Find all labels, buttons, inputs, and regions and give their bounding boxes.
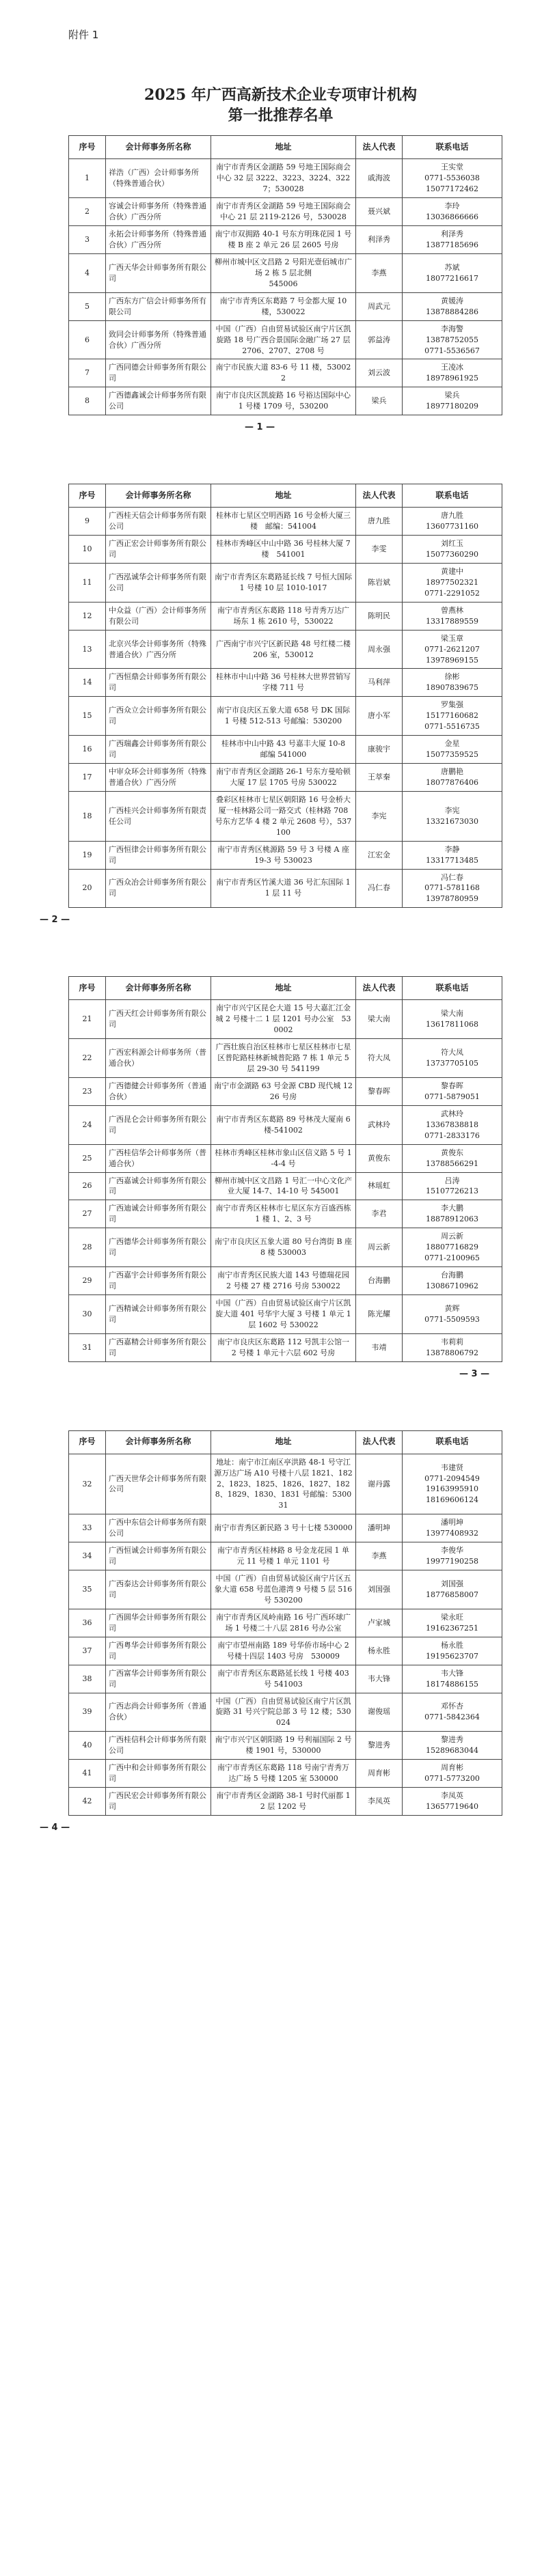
cell-no: 35: [69, 1570, 106, 1609]
cell-rep: 李雯: [356, 536, 403, 564]
cell-firm: 祥浩（广西）会计师事务所（特殊普通合伙）: [106, 159, 211, 198]
column-header-tel: 联系电话: [403, 484, 502, 508]
column-header-firm: 会计师事务所名称: [106, 136, 211, 159]
cell-tel: 刘国强 18776858007: [403, 1570, 502, 1609]
column-header-rep: 法人代表: [356, 977, 403, 1000]
cell-address: 南宁市青秀区新民路 3 号十七楼 530000: [211, 1514, 356, 1542]
cell-firm: 广西德华会计师事务所有限公司: [106, 1228, 211, 1267]
column-header-address: 地址: [211, 1430, 356, 1454]
recommendation-table: [68, 1430, 502, 1816]
cell-no: 18: [69, 791, 106, 841]
cell-rep: 李燕: [356, 1542, 403, 1570]
table-row: [69, 1609, 502, 1637]
title-line-1: 2025 年广西高新技术企业专项审计机构: [144, 86, 417, 104]
table-row: [69, 1732, 502, 1760]
cell-firm: 广西正宏会计师事务所有限公司: [106, 536, 211, 564]
table-row: [69, 1105, 502, 1144]
cell-address: 南宁市青秀区桂林路 8 号金龙花园 1 单元 11 号楼 1 单元 1101 号: [211, 1542, 356, 1570]
table-row: [69, 1200, 502, 1228]
column-header-rep: 法人代表: [356, 136, 403, 159]
cell-no: 9: [69, 508, 106, 536]
column-header-no: 序号: [69, 484, 106, 508]
table-row: [69, 1542, 502, 1570]
cell-tel: 武林玲 13367838818 0771-2833176: [403, 1105, 502, 1144]
cell-rep: 谢俊瑶: [356, 1693, 403, 1732]
cell-tel: 周云新 18807716829 0771-2100965: [403, 1228, 502, 1267]
table-row: [69, 563, 502, 602]
cell-rep: 韦靖: [356, 1333, 403, 1361]
page-number: — 2 —: [40, 915, 70, 926]
cell-rep: 谢丹露: [356, 1454, 403, 1514]
cell-rep: 周武元: [356, 292, 403, 320]
cell-address: 柳州市城中区文昌路 1 号汇一中心文化产业大厦 14-7、14-10 号 545001: [211, 1172, 356, 1200]
cell-tel: 韦建贤 0771-2094549 19163995910 18169606124: [403, 1454, 502, 1514]
cell-no: 23: [69, 1077, 106, 1105]
cell-tel: 曾燕林 13317889559: [403, 602, 502, 630]
cell-address: 南宁市良庆区五象大道 658 号 DK 国际 1 号楼 512-513 号邮编：530200: [211, 697, 356, 736]
cell-tel: 周育彬 0771-5773200: [403, 1760, 502, 1788]
cell-address: 南宁市双拥路 40-1 号东方明珠花园 1 号楼 B 座 2 单元 26 层 2605 号房: [211, 226, 356, 254]
cell-rep: 梁兵: [356, 387, 403, 415]
cell-rep: 梁大南: [356, 1000, 403, 1039]
cell-no: 19: [69, 841, 106, 869]
attachment-label: 附件 1: [68, 29, 99, 41]
cell-address: 中国（广西）自由贸易试验区南宁片区五象大道 658 号蓝色港湾 9 号楼 5 层 516 号 530200: [211, 1570, 356, 1609]
cell-no: 39: [69, 1693, 106, 1732]
cell-rep: 李君: [356, 1200, 403, 1228]
table-row: [69, 320, 502, 359]
cell-tel: 刘红玉 15077360290: [403, 536, 502, 564]
cell-no: 28: [69, 1228, 106, 1267]
cell-address: 桂林市七星区空明西路 16 号金桥大厦三楼 邮编：541004: [211, 508, 356, 536]
page-number-marker: [0, 1362, 542, 1389]
table-row: [69, 359, 502, 387]
page-number: — 3 —: [459, 1368, 490, 1379]
cell-tel: 王凌冰 18978961925: [403, 359, 502, 387]
cell-rep: 冯仁春: [356, 869, 403, 908]
cell-rep: 陈明民: [356, 602, 403, 630]
cell-no: 37: [69, 1637, 106, 1665]
cell-address: 南宁市青秀区金湖路 38-1 号时代丽都 12 层 1202 号: [211, 1788, 356, 1816]
cell-firm: 广西瑞鑫会计师事务所有限公司: [106, 736, 211, 764]
cell-tel: 李海警 13878752055 0771-5536567: [403, 320, 502, 359]
cell-firm: 广西德鑫诚会计师事务所有限公司: [106, 387, 211, 415]
cell-rep: 戚海波: [356, 159, 403, 198]
cell-rep: 王萃秦: [356, 764, 403, 792]
cell-firm: 致同会计师事务所（特殊普通合伙）广西分所: [106, 320, 211, 359]
cell-rep: 周永强: [356, 630, 403, 669]
cell-tel: 黄辉 0771-5509593: [403, 1294, 502, 1333]
cell-address: 南宁市兴宁区朝阳路 19 号利福国际 2 号楼 1901 号，530000: [211, 1732, 356, 1760]
cell-no: 21: [69, 1000, 106, 1039]
table-row: [69, 1144, 502, 1172]
column-header-tel: 联系电话: [403, 1430, 502, 1454]
cell-tel: 李俊华 19977190258: [403, 1542, 502, 1570]
table-row: [69, 1333, 502, 1361]
cell-tel: 金星 15077359525: [403, 736, 502, 764]
cell-tel: 李凤英 13657719640: [403, 1788, 502, 1816]
cell-rep: 陈光耀: [356, 1294, 403, 1333]
table-sections: [0, 135, 542, 1843]
cell-firm: 广西中和会计师事务所有限公司: [106, 1760, 211, 1788]
cell-no: 32: [69, 1454, 106, 1514]
table-row: [69, 841, 502, 869]
table-header-row: [69, 977, 502, 1000]
column-header-tel: 联系电话: [403, 977, 502, 1000]
cell-firm: 广西天红会计师事务所有限公司: [106, 1000, 211, 1039]
table-row: [69, 602, 502, 630]
table-row: [69, 697, 502, 736]
cell-firm: 广西桂兴会计师事务所有限责任公司: [106, 791, 211, 841]
cell-tel: 黄建中 18977502321 0771-2291052: [403, 563, 502, 602]
cell-no: 36: [69, 1609, 106, 1637]
cell-tel: 韦大锋 18174886155: [403, 1665, 502, 1693]
recommendation-table: [68, 484, 502, 908]
cell-address: 南宁市青秀区东葛路 118 号南宁青秀万达广场 5 号楼 1205 室 530000: [211, 1760, 356, 1788]
cell-no: 12: [69, 602, 106, 630]
column-header-firm: 会计师事务所名称: [106, 484, 211, 508]
cell-rep: 黄俊东: [356, 1144, 403, 1172]
page-number: — 1 —: [245, 422, 275, 433]
cell-tel: 王实堂 0771-5536038 15077172462: [403, 159, 502, 198]
cell-firm: 广西桂天信会计师事务所有限公司: [106, 508, 211, 536]
cell-firm: 广西恒诚会计师事务所有限公司: [106, 1542, 211, 1570]
table-row: [69, 1570, 502, 1609]
cell-firm: 广西恒律会计师事务所有限公司: [106, 841, 211, 869]
cell-no: 6: [69, 320, 106, 359]
cell-tel: 李玲 13036866666: [403, 198, 502, 226]
cell-firm: 广西东方广信会计师事务所有限公司: [106, 292, 211, 320]
cell-no: 30: [69, 1294, 106, 1333]
column-header-rep: 法人代表: [356, 1430, 403, 1454]
cell-no: 5: [69, 292, 106, 320]
document-title: [0, 0, 542, 126]
cell-firm: 广西天华会计师事务所有限公司: [106, 253, 211, 292]
cell-rep: 黎春晖: [356, 1077, 403, 1105]
cell-address: 南宁市青秀区凤岭南路 16 号广西环球广场 1 号楼二十八层 2816 号办公室: [211, 1609, 356, 1637]
table-row: [69, 1514, 502, 1542]
cell-rep: 利泽秀: [356, 226, 403, 254]
column-header-address: 地址: [211, 484, 356, 508]
cell-tel: 唐鹏艳 18077876406: [403, 764, 502, 792]
cell-no: 22: [69, 1039, 106, 1078]
cell-address: 广西壮族自治区桂林市七星区桂林市七星区普陀路桂林新城普陀路 7 栋 1 单元 5 层 29-30 号 541199: [211, 1039, 356, 1078]
cell-address: 南宁市金湖路 63 号金源 CBD 现代城 1226 号房: [211, 1077, 356, 1105]
cell-rep: 聂兴斌: [356, 198, 403, 226]
cell-tel: 邓怀杏 0771-5842364: [403, 1693, 502, 1732]
table-row: [69, 1454, 502, 1514]
cell-firm: 广西民宏会计师事务所有限公司: [106, 1788, 211, 1816]
table-row: [69, 1665, 502, 1693]
table-row: [69, 159, 502, 198]
cell-tel: 李宪 13321673030: [403, 791, 502, 841]
table-row: [69, 292, 502, 320]
cell-firm: 中审众环会计师事务所（特殊普通合伙）广西分所: [106, 764, 211, 792]
cell-no: 34: [69, 1542, 106, 1570]
cell-address: 桂林市中山中路 43 号嘉丰大厦 10-8 邮编 541000: [211, 736, 356, 764]
table-row: [69, 736, 502, 764]
cell-rep: 马利萍: [356, 669, 403, 697]
cell-firm: 广西富华会计师事务所有限公司: [106, 1665, 211, 1693]
cell-rep: 李凤英: [356, 1788, 403, 1816]
cell-no: 10: [69, 536, 106, 564]
table-row: [69, 1039, 502, 1078]
cell-rep: 李燕: [356, 253, 403, 292]
cell-rep: 黎进秀: [356, 1732, 403, 1760]
table-row: [69, 1760, 502, 1788]
cell-rep: 江宏金: [356, 841, 403, 869]
cell-rep: 刘国强: [356, 1570, 403, 1609]
cell-tel: 杨永胜 19195623707: [403, 1637, 502, 1665]
cell-rep: 康骏宇: [356, 736, 403, 764]
cell-firm: 广西桂信科会计师事务所有限公司: [106, 1732, 211, 1760]
cell-tel: 冯仁春 0771-5781168 13978780959: [403, 869, 502, 908]
cell-tel: 梁兵 18977180209: [403, 387, 502, 415]
table-row: [69, 198, 502, 226]
column-header-firm: 会计师事务所名称: [106, 977, 211, 1000]
cell-address: 南宁市兴宁区昆仑大道 15 号大嘉汇江金城 2 号楼十二 1 层 1201 号办公室 530002: [211, 1000, 356, 1039]
cell-rep: 周云新: [356, 1228, 403, 1267]
cell-tel: 李大鹏 18878912063: [403, 1200, 502, 1228]
cell-tel: 罗集强 15177160682 0771-5516735: [403, 697, 502, 736]
cell-firm: 广西嘉精会计师事务所有限公司: [106, 1333, 211, 1361]
cell-no: 42: [69, 1788, 106, 1816]
table-row: [69, 869, 502, 908]
cell-firm: 广西泰达会计师事务所有限公司: [106, 1570, 211, 1609]
cell-tel: 唐九胜 13607731160: [403, 508, 502, 536]
table-row: [69, 226, 502, 254]
table-row: [69, 630, 502, 669]
cell-firm: 广西泓诚华会计师事务所有限公司: [106, 563, 211, 602]
cell-address: 南宁市青秀区东葛路延长线 1 号楼 403 号 541003: [211, 1665, 356, 1693]
cell-tel: 苏斌 18077216617: [403, 253, 502, 292]
cell-no: 29: [69, 1267, 106, 1295]
cell-rep: 刘云波: [356, 359, 403, 387]
table-row: [69, 253, 502, 292]
cell-tel: 黄俊东 13788566291: [403, 1144, 502, 1172]
cell-tel: 黄媛涛 13878884286: [403, 292, 502, 320]
cell-firm: 中众益（广西）会计师事务所有限公司: [106, 602, 211, 630]
cell-rep: 林瑶虹: [356, 1172, 403, 1200]
table-row: [69, 764, 502, 792]
cell-no: 27: [69, 1200, 106, 1228]
cell-tel: 符大凤 13737705105: [403, 1039, 502, 1078]
cell-firm: 容诚会计师事务所（特殊普通合伙）广西分所: [106, 198, 211, 226]
cell-address: 南宁市青秀区金湖路 59 号地王国际商会中心 32 层 3222、3223、3224、3227；530028: [211, 159, 356, 198]
cell-address: 桂林市秀峰区桂林市象山区信义路 5 号 1-4-4 号: [211, 1144, 356, 1172]
cell-tel: 黎进秀 15289683044: [403, 1732, 502, 1760]
cell-no: 40: [69, 1732, 106, 1760]
table-row: [69, 536, 502, 564]
recommendation-table: [68, 976, 502, 1361]
cell-address: 南宁市青秀区民族大道 143 号德瑞花园 2 号楼 27 楼 2716 号房 530022: [211, 1267, 356, 1295]
cell-address: 南宁市青秀区东葛路 89 号林茂大厦南 6 楼-541002: [211, 1105, 356, 1144]
column-header-address: 地址: [211, 136, 356, 159]
table-row: [69, 1637, 502, 1665]
cell-firm: 广西桂信华会计师事务所（普通合伙）: [106, 1144, 211, 1172]
cell-no: 24: [69, 1105, 106, 1144]
cell-address: 南宁市青秀区桂林市七星区东方百盛西栋 1 楼 1、2、3 号: [211, 1200, 356, 1228]
cell-tel: 梁玉章 0771-2621207 13978969155: [403, 630, 502, 669]
cell-address: 南宁市良庆区凯旋路 16 号裕达国际中心 1 号楼 1709 号，530200: [211, 387, 356, 415]
cell-address: 中国（广西）自由贸易试验区南宁片区凯旋路 31 号兴宁院总部 3 号 12 楼；530024: [211, 1693, 356, 1732]
cell-no: 17: [69, 764, 106, 792]
cell-firm: 广西嘉宇会计师事务所有限公司: [106, 1267, 211, 1295]
cell-address: 叠彩区桂林市七星区朝阳路 16 号金桥大厦一桂林路公司一路交式（桂林路 708 号东方艺华 4 楼 2 单元 2608 号），537100: [211, 791, 356, 841]
table-row: [69, 1267, 502, 1295]
cell-no: 20: [69, 869, 106, 908]
cell-address: 南宁市青秀区桃源路 59 号 3 号楼 A 座 19-3 号 530023: [211, 841, 356, 869]
cell-no: 11: [69, 563, 106, 602]
cell-firm: 广西精诚会计师事务所有限公司: [106, 1294, 211, 1333]
cell-tel: 梁永旺 19162367251: [403, 1609, 502, 1637]
table-row: [69, 508, 502, 536]
cell-rep: 唐小军: [356, 697, 403, 736]
cell-firm: 广西德健会计师事务所（普通合伙）: [106, 1077, 211, 1105]
cell-rep: 台海鹏: [356, 1267, 403, 1295]
recommendation-table: [68, 135, 502, 415]
table-row: [69, 669, 502, 697]
column-header-tel: 联系电话: [403, 136, 502, 159]
cell-no: 14: [69, 669, 106, 697]
cell-no: 8: [69, 387, 106, 415]
cell-rep: 卢家城: [356, 1609, 403, 1637]
cell-firm: 广西宏科源会计师事务所（普通合伙）: [106, 1039, 211, 1078]
cell-tel: 利泽秀 13877185696: [403, 226, 502, 254]
cell-firm: 广西粤华会计师事务所有限公司: [106, 1637, 211, 1665]
cell-tel: 吕涛 15107726213: [403, 1172, 502, 1200]
cell-firm: 广西嘉诚会计师事务所有限公司: [106, 1172, 211, 1200]
cell-address: 南宁市青秀区金湖路 26-1 号东方曼哈顿大厦 17 层 1705 号房 530022: [211, 764, 356, 792]
cell-rep: 陈岩斌: [356, 563, 403, 602]
cell-rep: 杨永胜: [356, 1637, 403, 1665]
column-header-no: 序号: [69, 1430, 106, 1454]
table-row: [69, 1228, 502, 1267]
cell-firm: 广西昆仑会计师事务所有限公司: [106, 1105, 211, 1144]
cell-no: 33: [69, 1514, 106, 1542]
cell-no: 16: [69, 736, 106, 764]
column-header-no: 序号: [69, 136, 106, 159]
cell-rep: 李宪: [356, 791, 403, 841]
cell-address: 南宁市良庆区东葛路 112 号凯丰公馆一 2 号楼 1 单元十六层 602 号房: [211, 1333, 356, 1361]
cell-tel: 梁大南 13617811068: [403, 1000, 502, 1039]
cell-address: 地址：南宁市江南区亭洪路 48-1 号守江源万达广场 A10 号楼十八层 1821、1822、1823、1825、1826、1827、1828、1829、1830、1831 号邮编：530031: [211, 1454, 356, 1514]
table-header-row: [69, 136, 502, 159]
cell-firm: 永拓会计师事务所（特殊普通合伙）广西分所: [106, 226, 211, 254]
table-row: [69, 1294, 502, 1333]
cell-address: 南宁市青秀区东葛路延长线 7 号恒大国际 1 号楼 10 层 1010-1017: [211, 563, 356, 602]
page-number-marker: [0, 908, 542, 935]
cell-tel: 李静 13317713485: [403, 841, 502, 869]
column-header-rep: 法人代表: [356, 484, 403, 508]
cell-address: 广西南宁市兴宁区新民路 48 号红楼二楼 206 室，530012: [211, 630, 356, 669]
cell-tel: 徐彬 18907839675: [403, 669, 502, 697]
column-header-no: 序号: [69, 977, 106, 1000]
cell-tel: 韦莉莉 13878806792: [403, 1333, 502, 1361]
page-number-marker: [0, 415, 542, 443]
cell-address: 柳州市城中区文昌路 2 号阳光壹佰城市广场 2 栋 5 层北侧 545006: [211, 253, 356, 292]
cell-rep: 潘明坤: [356, 1514, 403, 1542]
cell-firm: 广西同德会计师事务所有限公司: [106, 359, 211, 387]
cell-no: 25: [69, 1144, 106, 1172]
column-header-address: 地址: [211, 977, 356, 1000]
cell-no: 31: [69, 1333, 106, 1361]
cell-firm: 广西志尚会计师事务所（普通合伙）: [106, 1693, 211, 1732]
title-line-2: 第一批推荐名单: [228, 106, 334, 124]
cell-tel: 潘明坤 13977408932: [403, 1514, 502, 1542]
cell-address: 南宁市青秀区东葛路 7 号金都大厦 10 楼，530022: [211, 292, 356, 320]
cell-firm: 广西众立会计师事务所有限公司: [106, 697, 211, 736]
cell-no: 1: [69, 159, 106, 198]
table-row: [69, 1788, 502, 1816]
page-number-marker: [0, 1816, 542, 1843]
column-header-firm: 会计师事务所名称: [106, 1430, 211, 1454]
cell-no: 3: [69, 226, 106, 254]
cell-address: 中国（广西）自由贸易试验区南宁片区凯旋路 18 号广西合景国际金融广场 27 层 2706、2707、2708 号: [211, 320, 356, 359]
cell-address: 南宁市良庆区五象大道 80 号台湾街 B 座 8 楼 530003: [211, 1228, 356, 1267]
table-header-row: [69, 484, 502, 508]
table-row: [69, 1000, 502, 1039]
cell-tel: 台海鹏 13086710962: [403, 1267, 502, 1295]
cell-address: 中国（广西）自由贸易试验区南宁片区凯旋大道 401 号华宇大厦 3 号楼 1 单元 1 层 1602 号 530022: [211, 1294, 356, 1333]
cell-address: 南宁市民族大道 83-6 号 11 楼，530022: [211, 359, 356, 387]
cell-firm: 广西天世华会计师事务所有限公司: [106, 1454, 211, 1514]
cell-no: 7: [69, 359, 106, 387]
page-number: — 4 —: [40, 1822, 70, 1833]
table-row: [69, 1077, 502, 1105]
cell-no: 13: [69, 630, 106, 669]
table-row: [69, 1172, 502, 1200]
cell-firm: 广西恒鼎会计师事务所有限公司: [106, 669, 211, 697]
cell-firm: 广西众冶会计师事务所有限公司: [106, 869, 211, 908]
cell-address: 南宁市青秀区金湖路 59 号地王国际商会中心 21 层 2119-2126 号，530028: [211, 198, 356, 226]
cell-no: 15: [69, 697, 106, 736]
cell-address: 桂林市中山中路 36 号桂林大世界营销写字楼 711 号: [211, 669, 356, 697]
cell-tel: 黎春晖 0771-5879051: [403, 1077, 502, 1105]
cell-firm: 广西中东信会计师事务所有限公司: [106, 1514, 211, 1542]
table-header-row: [69, 1430, 502, 1454]
cell-address: 南宁市青秀区东葛路 118 号青秀万达广场东 1 栋 2610 号，530022: [211, 602, 356, 630]
cell-rep: 周育彬: [356, 1760, 403, 1788]
cell-firm: 北京兴华会计师事务所（特殊普通合伙）广西分所: [106, 630, 211, 669]
cell-rep: 武林玲: [356, 1105, 403, 1144]
cell-address: 桂林市秀峰区中山中路 36 号桂林大厦 7 楼 541001: [211, 536, 356, 564]
cell-address: 南宁市青秀区竹溪大道 36 号汇东国际 11 层 11 号: [211, 869, 356, 908]
table-row: [69, 791, 502, 841]
cell-rep: 唐九胜: [356, 508, 403, 536]
table-row: [69, 1693, 502, 1732]
cell-firm: 广西圆华会计师事务所有限公司: [106, 1609, 211, 1637]
cell-no: 38: [69, 1665, 106, 1693]
cell-rep: 符大凤: [356, 1039, 403, 1078]
table-row: [69, 387, 502, 415]
cell-no: 2: [69, 198, 106, 226]
cell-no: 4: [69, 253, 106, 292]
cell-firm: 广西迪诚会计师事务所有限公司: [106, 1200, 211, 1228]
cell-rep: 郭益涛: [356, 320, 403, 359]
cell-no: 41: [69, 1760, 106, 1788]
cell-no: 26: [69, 1172, 106, 1200]
cell-address: 南宁市望州南路 189 号华侨市场中心 2 号楼十四层 1403 号房 530009: [211, 1637, 356, 1665]
cell-rep: 韦大锋: [356, 1665, 403, 1693]
